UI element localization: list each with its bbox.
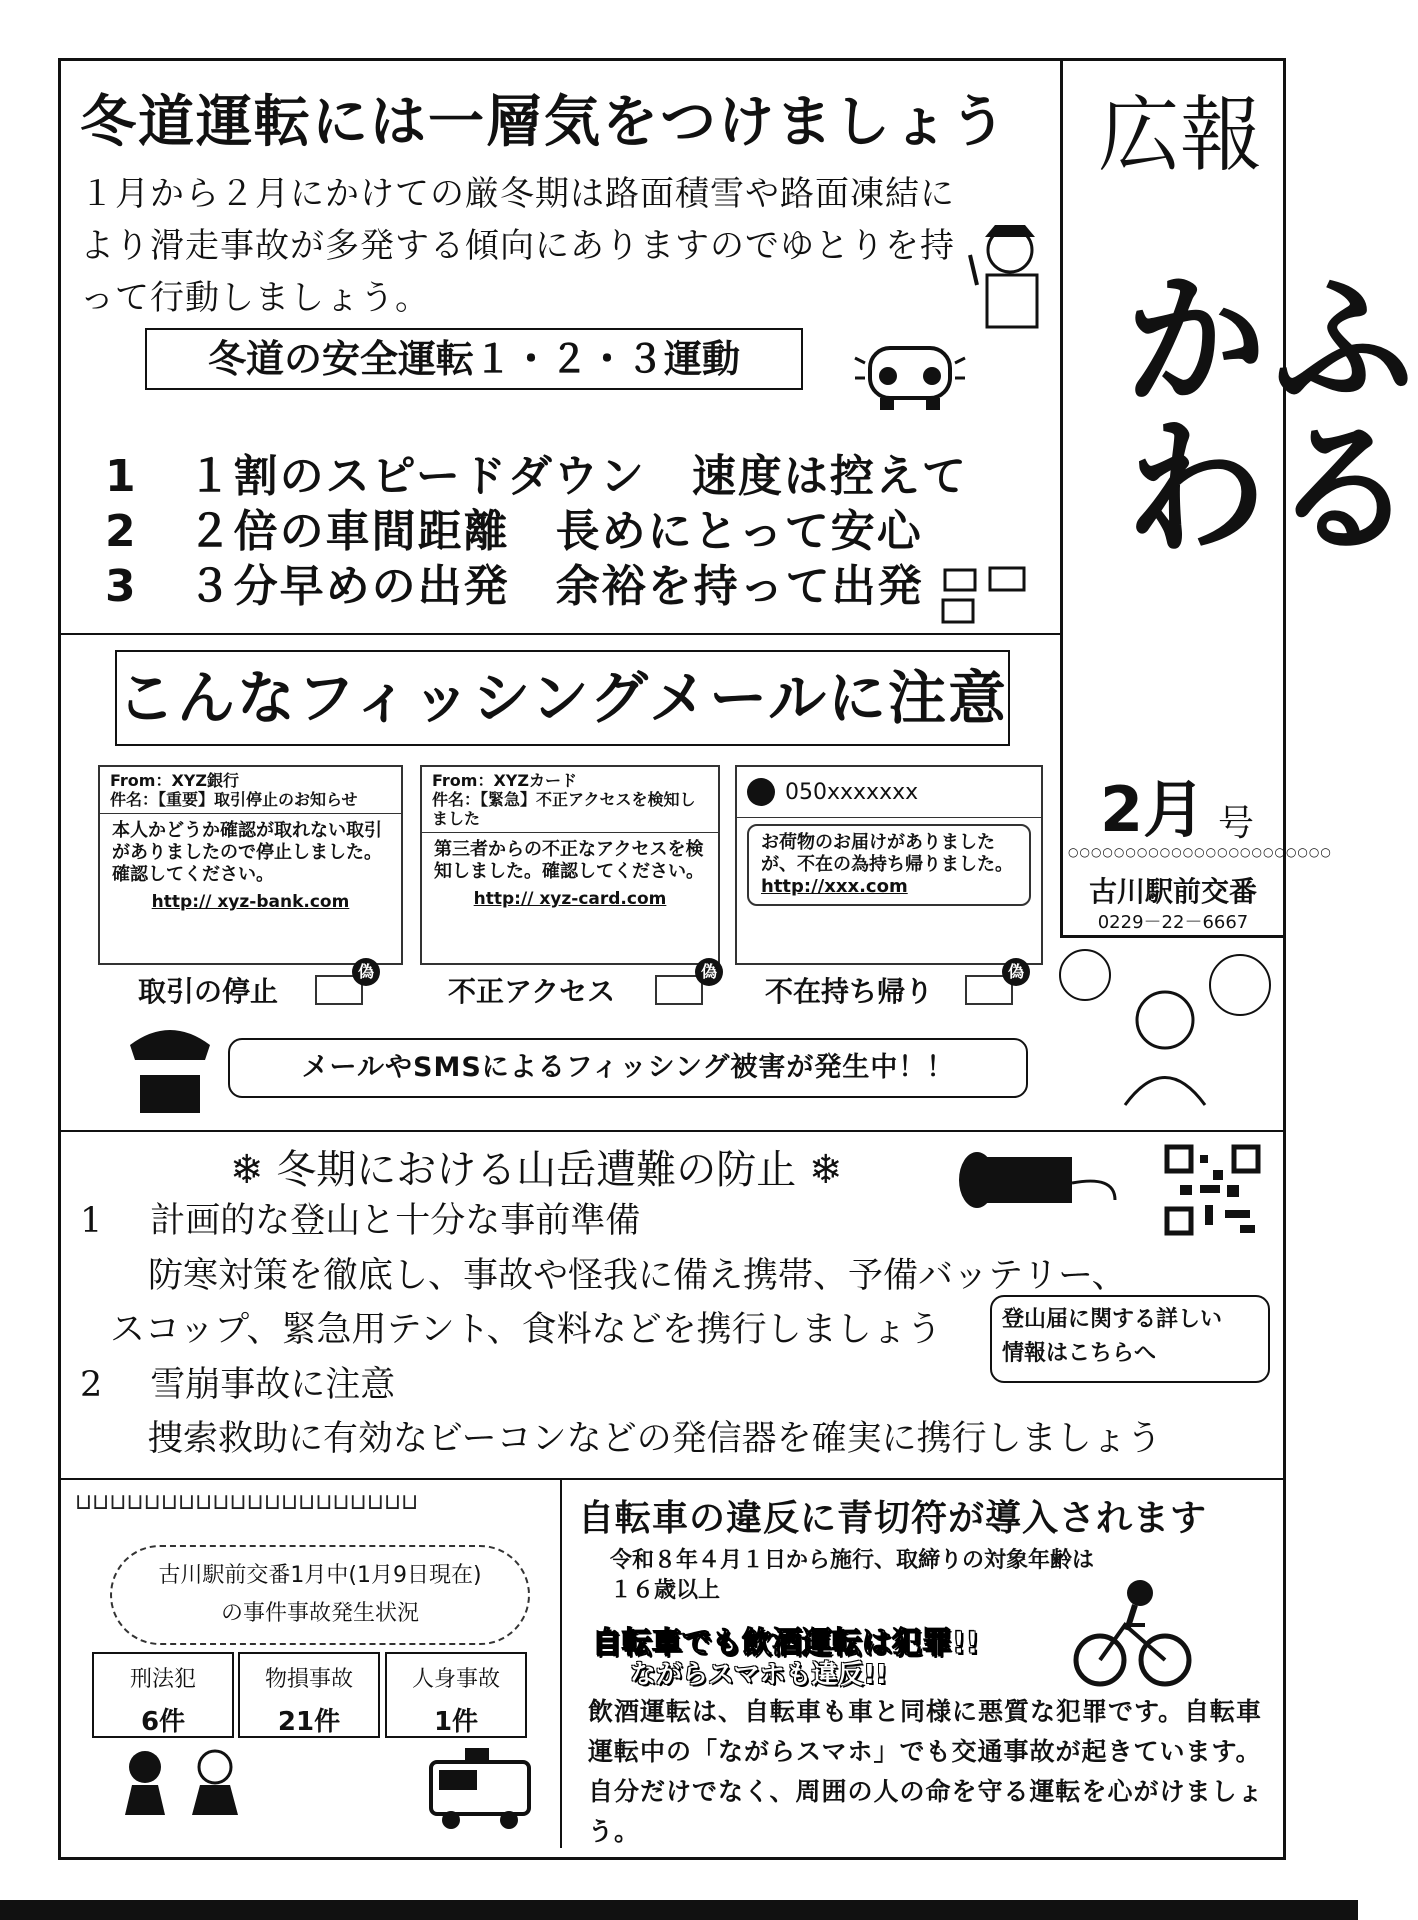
stat-value: 1件 [433,1707,479,1737]
qr-note-line-2: 情報はこちらへ [1002,1341,1157,1366]
mail-from: From：XYZカード [432,771,577,790]
mountain-item-1-line-1: 防寒対策を徹底し、事故や怪我に備え携帯、予備バッテリー、 [148,1256,1127,1296]
incident-cloud-line-1: 古川駅前交番1月中(1月9日現在) [158,1563,482,1588]
bicycle-title: 自転車の違反に青切符が導入されます [578,1498,1208,1539]
mail-caption-sms: 不在持ち帰り [765,975,934,1008]
masthead-title [1098,210,1418,610]
bicycle-subtitle-line-2: １６歳以上 [610,1578,721,1603]
mountain-title-text: 冬期における山岳遭難の防止 [276,1147,797,1193]
rule-2-text: ２倍の車間距離 長めにとって安心 [187,506,923,557]
mail-header [422,767,718,833]
rule-3-text: ３分早めの出発 余裕を持って出発 [187,561,924,612]
mountain-item-1-title: 計画的な登山と十分な事前準備 [150,1201,641,1241]
winter-driving-body: １月から２月にかけての厳冬期は路面積雪や路面凍結により滑走事故が多発する傾向にありますのでゆとりを持って行動しましょう。 [80,174,955,318]
phishing-mail-card [420,765,720,965]
mail-body: 第三者からの不正なアクセスを検知しました。確認してください。 [434,839,704,882]
stat-criminal [92,1652,234,1738]
sms-body [747,824,1031,906]
rule-1-num: 1 [105,451,138,502]
mountain-item-2-line-1: 捜索救助に有効なビーコンなどの発信器を確実に携行しましょう [148,1419,1162,1459]
stat-value: 6件 [140,1707,186,1737]
stat-injury-accident [385,1652,527,1738]
bicycle-body: 飲酒運転は、自転車も車と同様に悪質な犯罪です。自転車運転中の「ながらスマホ」でも交通事故が起きています。自分だけでなく、周囲の人の命を守る運転を心がけましょう。 [588,1697,1264,1846]
rule-3 [105,550,924,614]
police-cap-icon [125,1015,215,1115]
user-icon [747,778,775,806]
bicycle-subtitle-line-1: 令和８年４月１日から施行、取締りの対象年齢は [610,1548,1095,1573]
mail-caption-card: 不正アクセス [448,975,616,1008]
envelope-icon [655,975,703,1005]
incident-cloud [110,1545,530,1645]
bicycle-banner-1: 自転車でも飲酒運転は犯罪!! [592,1626,980,1661]
incident-cloud-line-2: の事件事故発生状況 [220,1601,419,1626]
mail-body: 本人かどうか確認が取れない取引がありましたので停止しました。確認してください。 [112,820,382,885]
sms-url: http://xxx.com [761,876,908,897]
issue-gou: 号 [1218,803,1255,844]
snowflake-icon: ❄ [230,1147,264,1193]
dotted-divider: ○○○○○○○○○○○○○○○○○○○○○○○ [1068,845,1332,859]
police-officer-icon [965,215,1065,335]
sms-number: 050xxxxxxx [785,779,919,805]
qr-code-icon [1165,1145,1260,1235]
mail-subject: 件名：【緊急】不正アクセスを検知しました [432,790,696,828]
masthead-kouhou: 広報 [1097,88,1262,183]
station-name: 古川駅前交番 [1088,875,1257,908]
snowflake-icon: ❄ [808,1147,843,1193]
safe-driving-box: 冬道の安全運転１・２・３運動 [145,328,803,390]
phishing-title: こんなフィッシングメールに注意 [115,650,1010,746]
fake-mark: 偽 [1002,958,1030,986]
station-phone: 0229－22－6667 [1097,912,1249,933]
winter-driving-title: 冬道運転には一層気をつけましょう [80,90,1008,155]
stat-label: 人身事故 [411,1667,500,1692]
phishing-warning-bubble: メールやSMSによるフィッシング被害が発生中！！ [228,1038,1028,1098]
sms-header [737,767,1041,818]
bottom-border [0,1900,1358,1920]
divider-2 [58,1130,1286,1132]
masthead-title-vertical: ふるかわ [1098,262,1418,558]
mountain-item-2 [80,1357,395,1407]
mail-subject: 件名：【重要】取引停止のお知らせ [110,790,358,809]
mail-from: From：XYZ銀行 [110,771,239,790]
bicycle-subtitle [610,1546,1094,1606]
qr-callout [990,1295,1270,1383]
police-chase-icon [120,1745,260,1825]
sms-text: お荷物のお届けがありましたが、不在の為持ち帰りました。 [761,832,1013,875]
qr-note-line-1: 登山届に関する詳しい [1002,1307,1223,1332]
rule-2-num: 2 [105,506,138,557]
fake-mark: 偽 [352,958,380,986]
divider-1 [58,633,1061,635]
mail-header [100,767,401,814]
mountain-item-2-num: 2 [80,1365,103,1405]
mountain-title [230,1138,842,1195]
stat-value: 21件 [277,1707,341,1737]
phishing-sms [735,765,1043,965]
cyclist-icon [1065,1575,1195,1690]
bicycle-banner-2: ながらスマホも違反!! [630,1660,888,1690]
rule-3-num: 3 [105,561,138,612]
mail-url: http:// xyz-card.com [473,889,667,909]
notebook-edge: ⊔⊔⊔⊔⊔⊔⊔⊔⊔⊔⊔⊔⊔⊔⊔⊔⊔⊔⊔⊔ [75,1490,419,1515]
woman-on-phone-icon [1055,940,1275,1110]
mountain-item-2-title: 雪崩事故に注意 [150,1365,396,1405]
mountain-item-1-num: 1 [80,1201,103,1241]
stat-property-accident [238,1652,380,1738]
divider-3 [58,1478,1286,1480]
rule-1-text: １割のスピードダウン 速度は控えて [187,451,968,502]
issue-month: 2月 [1100,773,1206,846]
cars-collision-icon [935,560,1045,630]
mountain-item-1 [80,1193,640,1243]
mail-url: http:// xyz-bank.com [151,892,350,912]
flashlight-icon [955,1145,1125,1215]
fake-mark: 偽 [695,958,723,986]
stat-label: 物損事故 [264,1667,353,1692]
car-icon [850,328,980,418]
mail-caption-bank: 取引の停止 [138,975,279,1008]
mountain-item-1-line-2: スコップ、緊急用テント、食料などを携行しましょう [110,1310,942,1350]
phishing-mail-bank [98,765,403,965]
stat-label: 刑法犯 [129,1667,196,1692]
police-car-icon [425,1740,535,1830]
divider-4 [560,1478,562,1848]
